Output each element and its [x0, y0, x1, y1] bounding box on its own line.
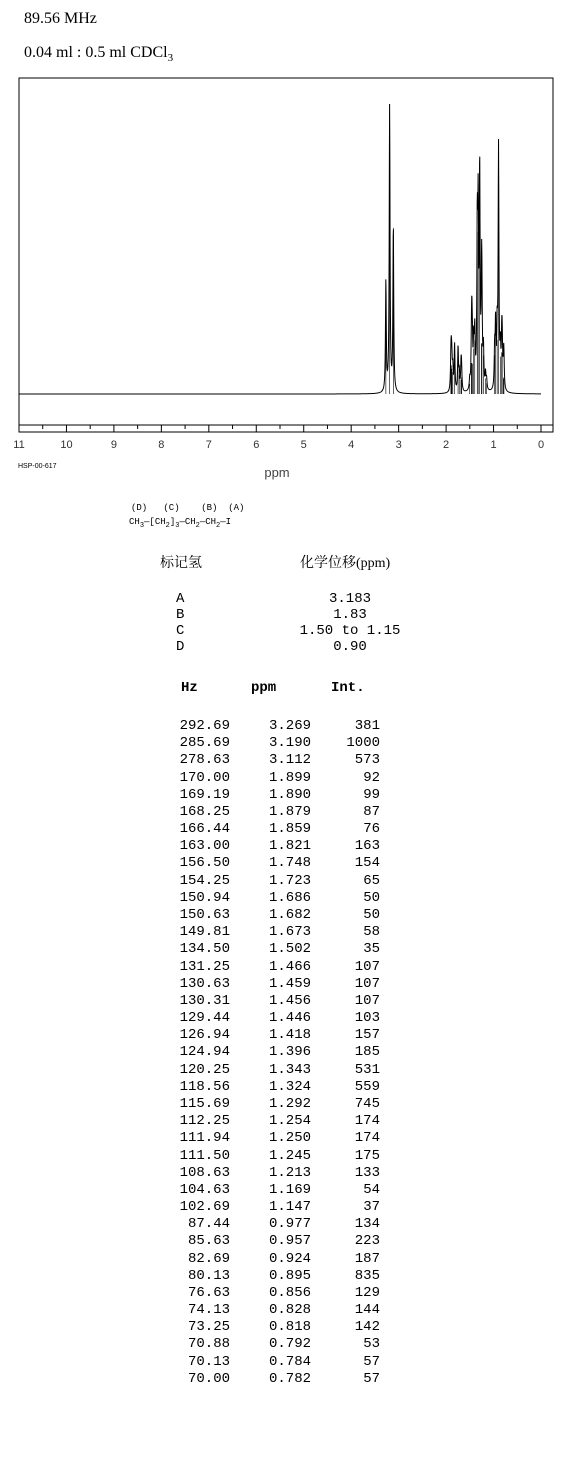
- assignment-row: [0, 623, 570, 639]
- peak-hz: 278.63: [179, 752, 230, 769]
- peak-intensity: 57: [363, 1370, 380, 1387]
- assignment-header-shift: 化学位移(ppm): [300, 556, 391, 571]
- peak-intensity: 50: [363, 889, 380, 906]
- x-tick-label: 2: [443, 439, 450, 451]
- peak-intensity: 745: [354, 1095, 380, 1112]
- peak-ppm: 1.343: [268, 1061, 311, 1078]
- peak-hz: 80.13: [187, 1267, 230, 1284]
- x-tick-label: 3: [395, 439, 402, 451]
- peak-table-row: [0, 821, 570, 838]
- assignment-proton: B: [176, 607, 185, 623]
- spectrum-trace: [19, 104, 541, 394]
- peak-intensity: 54: [363, 1181, 380, 1198]
- peak-intensity: 37: [363, 1199, 380, 1216]
- peak-ppm: 1.147: [268, 1199, 311, 1216]
- peak-table-row: [0, 804, 570, 821]
- formula-part: CH: [129, 517, 140, 527]
- peak-ppm: 0.856: [268, 1284, 311, 1301]
- peak-table-row: [0, 1216, 570, 1233]
- peak-ppm: 1.250: [268, 1130, 311, 1147]
- peak-hz: 85.63: [187, 1233, 230, 1250]
- peak-intensity: 154: [354, 855, 380, 872]
- peak-intensity: 53: [363, 1336, 380, 1353]
- peak-hz: 150.94: [179, 889, 230, 906]
- x-tick-label: 7: [205, 439, 212, 451]
- peak-intensity: 57: [363, 1353, 380, 1370]
- peak-intensity: 107: [354, 958, 380, 975]
- peak-ppm: 1.254: [268, 1113, 311, 1130]
- assignment-row: [0, 591, 570, 607]
- peak-ppm: 0.782: [268, 1370, 311, 1387]
- peak-ppm: 1.466: [268, 958, 311, 975]
- x-tick-label: 1: [490, 439, 497, 451]
- peak-intensity: 35: [363, 941, 380, 958]
- assignment-proton: C: [176, 623, 185, 639]
- peak-table-row: [0, 1336, 570, 1353]
- peak-hz: 168.25: [179, 803, 230, 820]
- x-tick-label: 6: [253, 439, 260, 451]
- peak-hz: 292.69: [179, 718, 230, 734]
- formula-subscript: 3: [139, 521, 145, 530]
- peak-intensity: 223: [354, 1233, 380, 1250]
- peak-hz: 149.81: [179, 924, 230, 941]
- peak-hz: 82.69: [187, 1250, 230, 1267]
- peak-table-row: [0, 1182, 570, 1199]
- assignment-shift: 3.183: [328, 591, 371, 607]
- peak-table-row: [0, 1354, 570, 1371]
- peak-intensity: 103: [354, 1010, 380, 1027]
- peak-intensity: 185: [354, 1044, 380, 1061]
- peak-ppm: 0.792: [268, 1336, 311, 1353]
- peak-ppm: 1.324: [268, 1078, 311, 1095]
- peak-table-row: [0, 959, 570, 976]
- peak-hz: 150.63: [179, 906, 230, 923]
- formula-subscript: 3: [175, 521, 180, 530]
- x-tick-label: 5: [300, 439, 307, 451]
- peak-hz: 104.63: [179, 1181, 230, 1198]
- peak-table-row: [0, 1113, 570, 1130]
- sample-prefix: 0.04 ml : 0.5 ml CDCl: [24, 44, 168, 61]
- peak-table-row: [0, 1148, 570, 1165]
- peak-ppm: 1.859: [268, 821, 311, 838]
- peak-intensity: 133: [354, 1164, 380, 1181]
- assignment-shift: 0.90: [333, 639, 367, 655]
- peak-ppm: 0.957: [268, 1233, 311, 1250]
- peak-hz: 129.44: [179, 1010, 230, 1027]
- spectrum-code: HSP-00-617: [18, 463, 57, 470]
- peak-table-row: [0, 1096, 570, 1113]
- peak-hz: 170.00: [179, 769, 230, 786]
- peak-table-row: [0, 1027, 570, 1044]
- peak-hz: 126.94: [179, 1027, 230, 1044]
- x-tick-label: 10: [60, 439, 73, 451]
- peak-table-row: [0, 907, 570, 924]
- peak-ppm: 1.899: [268, 769, 311, 786]
- peak-hz: 130.31: [179, 992, 230, 1009]
- peak-hz: 70.00: [187, 1370, 230, 1387]
- peak-table-row: [0, 855, 570, 872]
- x-tick-label: 8: [158, 439, 165, 451]
- peak-hz: 70.13: [187, 1353, 230, 1370]
- peak-table-row: [0, 1268, 570, 1285]
- peak-table-row: [0, 1165, 570, 1182]
- peak-table-row: [0, 1233, 570, 1250]
- peak-table-row: [0, 890, 570, 907]
- peak-table-row: [0, 1079, 570, 1096]
- peak-table-row: [0, 976, 570, 993]
- peak-ppm: 1.169: [268, 1181, 311, 1198]
- peak-intensity: 559: [354, 1078, 380, 1095]
- peak-intensity: 142: [354, 1319, 380, 1336]
- peak-hz: 120.25: [179, 1061, 230, 1078]
- assignment-proton: A: [176, 591, 185, 607]
- formula-part: —CH: [199, 517, 217, 527]
- peak-hz: 156.50: [179, 855, 230, 872]
- peak-table-row: [0, 838, 570, 855]
- formula-subscript: 2: [216, 521, 221, 530]
- peak-intensity: 175: [354, 1147, 380, 1164]
- peak-intensity: 157: [354, 1027, 380, 1044]
- peak-table-row: [0, 1199, 570, 1216]
- peak-hz: 73.25: [187, 1319, 230, 1336]
- peak-intensity: 76: [363, 821, 380, 838]
- formula-part: —I: [220, 517, 232, 527]
- plot-frame: [19, 78, 553, 432]
- peak-ppm: 3.112: [268, 752, 311, 769]
- peak-table-row: [0, 1319, 570, 1336]
- peak-hz: 76.63: [187, 1284, 230, 1301]
- structure-formula: [129, 517, 231, 530]
- peak-table-row: [0, 993, 570, 1010]
- formula-part: —CH: [179, 517, 196, 527]
- peak-ppm: 0.924: [268, 1250, 311, 1267]
- formula-subscript: 2: [165, 521, 170, 530]
- peak-table-row: [0, 1044, 570, 1061]
- sample-conditions: [24, 44, 173, 64]
- peak-ppm: 0.828: [268, 1302, 311, 1319]
- peak-ppm: 1.879: [268, 803, 311, 820]
- x-tick-label: 9: [110, 439, 117, 451]
- peak-table-row: [0, 770, 570, 787]
- peak-table-row: [0, 1062, 570, 1079]
- peak-hz: 285.69: [179, 735, 230, 752]
- assignment-proton: D: [176, 639, 185, 655]
- peak-ppm: 1.396: [268, 1044, 311, 1061]
- x-tick-label: 11: [13, 439, 25, 451]
- peak-table-row: [0, 752, 570, 769]
- peak-ppm: 1.673: [268, 924, 311, 941]
- peak-intensity: 129: [354, 1284, 380, 1301]
- peak-ppm: 1.213: [268, 1164, 311, 1181]
- peak-ppm: 1.446: [268, 1010, 311, 1027]
- header-int: Int.: [331, 680, 365, 696]
- x-axis-label: ppm: [264, 465, 290, 480]
- x-tick-label: 4: [348, 439, 355, 451]
- peak-hz: 112.25: [179, 1113, 230, 1130]
- peak-hz: 108.63: [179, 1164, 230, 1181]
- peak-intensity: 381: [354, 718, 380, 734]
- peak-ppm: 0.818: [268, 1319, 311, 1336]
- assignment-shift: 1.83: [333, 607, 367, 623]
- assignment-row: [0, 607, 570, 623]
- peak-table-row: [0, 1130, 570, 1147]
- formula-subscript: 2: [195, 521, 200, 530]
- peak-hz: 111.50: [179, 1147, 230, 1164]
- peak-intensity: 99: [363, 786, 380, 803]
- peak-hz: 166.44: [179, 821, 230, 838]
- peak-intensity: 58: [363, 924, 380, 941]
- peak-ppm: 1.418: [268, 1027, 311, 1044]
- peak-ppm: 1.456: [268, 992, 311, 1009]
- peak-table-row: [0, 1285, 570, 1302]
- peak-ppm: 3.269: [268, 718, 311, 734]
- peak-intensity: 65: [363, 872, 380, 889]
- sample-subscript: 3: [167, 52, 174, 65]
- peak-hz: 70.88: [187, 1336, 230, 1353]
- peak-intensity: 163: [354, 838, 380, 855]
- peak-ppm: 1.748: [268, 855, 311, 872]
- peak-intensity: 92: [363, 769, 380, 786]
- peak-intensity: 107: [354, 992, 380, 1009]
- peak-hz: 118.56: [179, 1078, 230, 1095]
- peak-hz: 131.25: [179, 958, 230, 975]
- peak-intensity: 1000: [346, 735, 380, 752]
- spectrometer-frequency: 89.56 MHz: [24, 10, 97, 27]
- header-hz: Hz: [181, 680, 198, 696]
- peak-hz: 115.69: [179, 1095, 230, 1112]
- peak-ppm: 1.292: [268, 1095, 311, 1112]
- peak-table-row: [0, 1251, 570, 1268]
- peak-intensity: 174: [354, 1113, 380, 1130]
- peak-ppm: 1.686: [268, 889, 311, 906]
- peak-ppm: 1.821: [268, 838, 311, 855]
- peak-table-row: [0, 924, 570, 941]
- peak-ppm: 0.784: [268, 1353, 311, 1370]
- peak-table-row: [0, 1371, 570, 1388]
- peak-hz: 124.94: [179, 1044, 230, 1061]
- peak-table-row: [0, 787, 570, 804]
- spectrum-line: [19, 104, 541, 394]
- peak-hz: 169.19: [179, 786, 230, 803]
- peak-ppm: 0.895: [268, 1267, 311, 1284]
- peak-table-row: [0, 941, 570, 958]
- formula-part: —[CH: [144, 517, 166, 527]
- peak-intensity: 174: [354, 1130, 380, 1147]
- peak-hz: 87.44: [187, 1216, 230, 1233]
- peak-table-row: [0, 718, 570, 735]
- peak-intensity: 531: [354, 1061, 380, 1078]
- peak-ppm: 3.190: [268, 735, 311, 752]
- formula-part: ]: [169, 517, 176, 527]
- peak-hz: 134.50: [179, 941, 230, 958]
- peak-table-row: [0, 873, 570, 890]
- header-ppm: ppm: [251, 680, 277, 696]
- peak-ppm: 1.502: [268, 941, 311, 958]
- peak-ppm: 0.977: [268, 1216, 311, 1233]
- peak-intensity: 187: [354, 1250, 380, 1267]
- nmr-spectrum-chart: [0, 70, 570, 490]
- peak-intensity: 144: [354, 1302, 380, 1319]
- peak-intensity: 573: [354, 752, 380, 769]
- peak-ppm: 1.682: [268, 906, 311, 923]
- peak-table-row: [0, 735, 570, 752]
- peak-table-row: [0, 1302, 570, 1319]
- peak-intensity: 107: [354, 975, 380, 992]
- assignment-header-label: 标记氢: [160, 556, 202, 571]
- assignment-shift: 1.50 to 1.15: [299, 623, 401, 639]
- peak-table-row: [0, 1010, 570, 1027]
- peak-intensity: 835: [354, 1267, 380, 1284]
- structure-position-labels: (D) (C) (B) (A): [131, 503, 245, 513]
- peak-intensity: 87: [363, 803, 380, 820]
- assignment-row: [0, 639, 570, 655]
- peak-hz: 163.00: [179, 838, 230, 855]
- peak-hz: 74.13: [187, 1302, 230, 1319]
- peak-hz: 102.69: [179, 1199, 230, 1216]
- peak-ppm: 1.459: [268, 975, 311, 992]
- peak-hz: 111.94: [179, 1130, 230, 1147]
- x-axis-ticks: [13, 425, 544, 451]
- peak-ppm: 1.890: [268, 786, 311, 803]
- peak-hz: 130.63: [179, 975, 230, 992]
- peak-intensity: 134: [354, 1216, 380, 1233]
- peak-ppm: 1.723: [268, 872, 311, 889]
- peak-ppm: 1.245: [268, 1147, 311, 1164]
- peak-hz: 154.25: [179, 872, 230, 889]
- x-tick-label: 0: [537, 439, 545, 451]
- peak-intensity: 50: [363, 906, 380, 923]
